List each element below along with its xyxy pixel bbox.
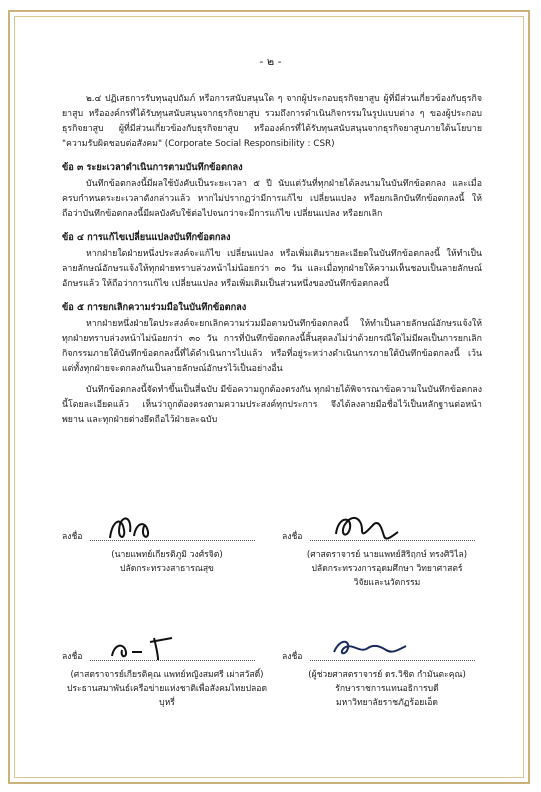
signatory-position: ปลัดกระทรวงสาธารณสุข bbox=[120, 564, 214, 574]
signatory-position: ประธานสมาพันธ์เครือข่ายแห่งชาติเพื่อสังคมไทยปลอดบุหรี่ bbox=[66, 684, 268, 708]
signatory-name: (นายแพทย์เกียรติภูมิ วงศ์รจิต) bbox=[111, 550, 223, 560]
handwritten-signature-4 bbox=[322, 630, 412, 664]
clause-2-4: ๒.๔ ปฏิเสธการรับทุนอุปถัมภ์ หรือการสนับสนุนใด ๆ จากผู้ประกอบธุรกิจยาสูบ ผู้ที่มีส่วนเกี่ยวข้องกับธุรกิจยาสูบ หรือองค์กรที่ได้รับทุนสนับสนุนจากธุรกิจยาสูบ รวมถึงการดำเนินกิจกรรมในรูปแบบต่าง ๆ ของผู้ประกอบธุรกิจยาสูบ ผู้ที่มีส่วนเกี่ยวข้องกับธุรกิจยาสูบ หรือองค์กรที่ได้รับทุนสนับสนุนจากธุรกิจยาสูบภายใต้นโยบาย "ความรับผิดชอบต่อสังคม" (Corporate Social Responsibility : CSR) bbox=[62, 94, 482, 149]
clause-5-heading: ข้อ ๕ การยกเลิกความร่วมมือในบันทึกข้อตกลง bbox=[62, 302, 247, 313]
signatory-name: (ผู้ช่วยศาสตราจารย์ ดร.วิชิต กำมันตะคุณ) bbox=[308, 670, 466, 680]
clause-3-text: บันทึกข้อตกลงนี้มีผลใช้บังคับเป็นระยะเวลา ๕ ปี นับแต่วันที่ทุกฝ่ายได้ลงนามในบันทึกข้อตกลง และเมื่อครบกำหนดระยะเวลาดังกล่าวแล้ว หากไม่ปรากฏว่ามีการแก้ไข เปลี่ยนแปลง หรือยกเลิกบันทึกข้อตกลงนี้ ให้ถือว่าบันทึกข้อตกลงนี้มีผลบังคับใช้ต่อไปจนกว่าจะมีการแก้ไข เปลี่ยนแปลง หรือยกเลิก bbox=[62, 179, 482, 219]
signature-line bbox=[90, 660, 255, 661]
document-body bbox=[62, 92, 482, 434]
signatory-position: รักษาราชการแทนอธิการบดี bbox=[335, 684, 439, 694]
sign-label: ลงชื่อ bbox=[282, 532, 303, 542]
handwritten-signature-3 bbox=[102, 630, 192, 664]
clause-4-text: หากฝ่ายใดฝ่ายหนึ่งประสงค์จะแก้ไข เปลี่ยนแปลง หรือเพิ่มเติมรายละเอียดในบันทึกข้อตกลงนี้ ให้ทำเป็นลายลักษณ์อักษรแจ้งให้ทุกฝ่ายทราบล่วงหน้าไม่น้อยกว่า ๓๐ วัน และเมื่อทุกฝ่ายให้ความเห็นชอบเป็นลายลักษณ์อักษรแล้ว ให้ถือว่าการแก้ไข เปลี่ยนแปลง หรือเพิ่มเติมเป็นส่วนหนึ่งของบันทึกข้อตกลงนี้ bbox=[62, 249, 482, 289]
signature-line bbox=[310, 660, 475, 661]
handwritten-signature-2 bbox=[322, 510, 412, 544]
sign-label: ลงชื่อ bbox=[282, 652, 303, 662]
signature-line bbox=[310, 540, 475, 541]
signatory-position-2: มหาวิทยาลัยราชภัฏร้อยเอ็ด bbox=[335, 698, 438, 708]
signatory-position: ปลัดกระทรวงการอุดมศึกษา วิทยาศาสตร์ bbox=[311, 564, 463, 574]
signature-section bbox=[62, 510, 492, 750]
signature-line bbox=[90, 540, 255, 541]
signatory-name: (ศาสตราจารย์ นายแพทย์สิริฤกษ์ ทรงศิวิไล) bbox=[306, 550, 468, 560]
closing-paragraph: บันทึกข้อตกลงนี้จัดทำขึ้นเป็นสี่ฉบับ มีข้อความถูกต้องตรงกัน ทุกฝ่ายได้พิจารณาข้อความในบันทึกข้อตกลงนี้โดยละเอียดแล้ว เห็นว่าถูกต้องตรงตามความประสงค์ทุกประการ จึงได้ลงลายมือชื่อไว้เป็นหลักฐานต่อหน้าพยาน และทุกฝ่ายต่างยึดถือไว้ฝ่ายละฉบับ bbox=[62, 385, 482, 425]
clause-5-text: หากฝ่ายหนึ่งฝ่ายใดประสงค์จะยกเลิกความร่วมมือตามบันทึกข้อตกลงนี้ ให้ทำเป็นลายลักษณ์อักษรแจ้งให้ทุกฝ่ายทราบล่วงหน้าไม่น้อยกว่า ๓๐ วัน การที่บันทึกข้อตกลงนี้สิ้นสุดลงไม่ว่าด้วยกรณีใดไม่มีผลเป็นการยกเลิกกิจกรรมภายใต้บันทึกข้อตกลงนี้ที่ได้ดำเนินการไปแล้ว หรือที่อยู่ระหว่างดำเนินการภายใต้บันทึกข้อตกลงนี้ เว้นแต่ทั้งทุกฝ่ายจะตกลงกันเป็นลายลักษณ์อักษรไว้เป็นอย่างอื่น bbox=[62, 319, 482, 374]
clause-3-heading: ข้อ ๓ ระยะเวลาดำเนินการตามบันทึกข้อตกลง bbox=[62, 162, 243, 173]
handwritten-signature-1 bbox=[102, 510, 162, 544]
page-number: - ๒ - bbox=[259, 55, 282, 68]
signatory-position-2: วิจัยและนวัตกรรม bbox=[353, 578, 421, 588]
sign-label: ลงชื่อ bbox=[62, 652, 83, 662]
signatory-name: (ศาสตราจารย์เกียรติคุณ แพทย์หญิงสมศรี เผ่าสวัสดิ์) bbox=[70, 670, 264, 680]
clause-4-heading: ข้อ ๔ การแก้ไขเปลี่ยนแปลงบันทึกข้อตกลง bbox=[62, 232, 231, 243]
sign-label: ลงชื่อ bbox=[62, 532, 83, 542]
